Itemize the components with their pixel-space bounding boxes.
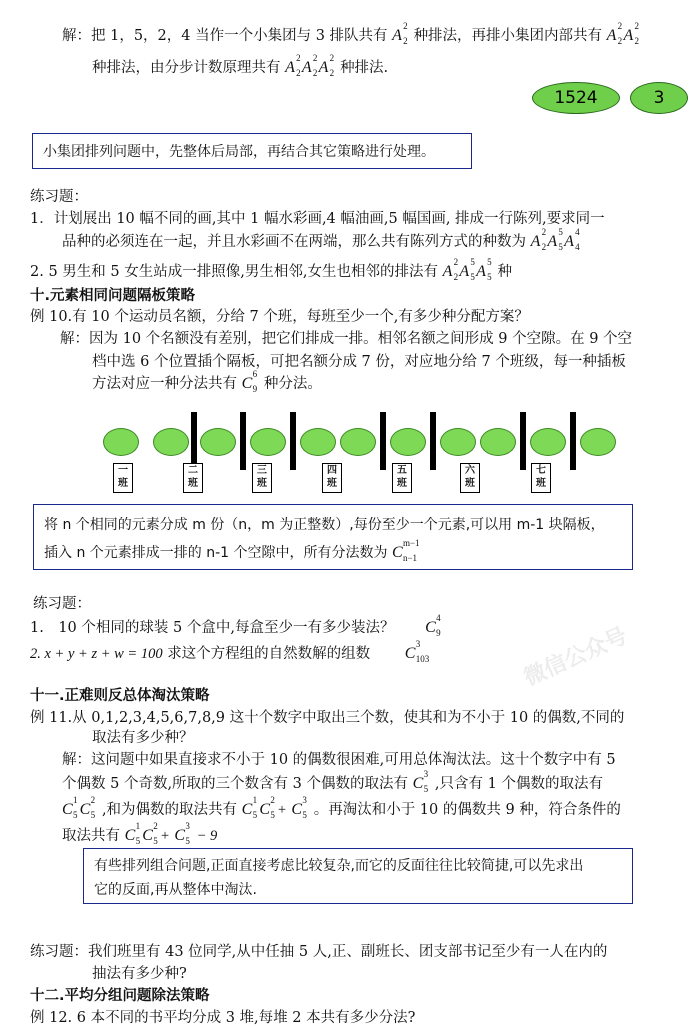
ball (580, 428, 616, 456)
math-a22: A 2 2 (530, 227, 547, 252)
math-c52: C 2 5 (259, 795, 275, 820)
tip-text-line1: 有些排列组合问题,正面直接考虑比较复杂,而它的反面往往比较简捷,可以先求出 (94, 858, 584, 874)
solution-11-line4 (62, 821, 218, 846)
math-c103-3: C 3 103 (404, 639, 430, 664)
math-c52: C 2 5 (142, 821, 158, 846)
solution-line-2 (92, 53, 389, 78)
partition-bar (290, 412, 296, 470)
ball (530, 428, 566, 456)
text: 插入 n 个元素排成一排的 n-1 个空隙中，所有分法数为 (44, 545, 388, 561)
exercise-q1-line2 (62, 227, 581, 252)
partition-bar (520, 412, 526, 470)
math-a22: A 2 2 (623, 21, 639, 46)
ball (300, 428, 336, 456)
text: 取法共有 (62, 828, 120, 844)
solution-10-line2: 档中选 6 个位置插个隔板，可把名额分成 7 份，对应地分给 7 个班级，每一种插板 (92, 354, 626, 370)
tip-box-3 (83, 848, 633, 904)
text: ,和为偶数的取法共有 (101, 802, 238, 818)
ball (103, 428, 139, 456)
exercise3-line1: 练习题：我们班里有 43 位同学,从中任抽 5 人,正、副班长、团支部书记至少有一人在内的 (30, 944, 608, 960)
math-c94: C 4 9 (425, 613, 441, 638)
text: 品种的必须连在一起，并且水彩画不在两端，那么共有陈列方式的种数为 (62, 234, 526, 250)
ball (440, 428, 476, 456)
math-a22: A 2 2 (392, 21, 408, 46)
text: 2. 5 男生和 5 女生站成一排照像,男生相邻,女生也相邻的排法有 (30, 264, 438, 280)
solution-11-line2 (62, 769, 603, 794)
solution-line-1 (62, 21, 640, 46)
exercise2-q1 (30, 613, 443, 638)
math-c53: C 3 5 (291, 795, 307, 820)
partition-bar (240, 412, 246, 470)
math-c51: C 1 5 (62, 795, 78, 820)
math-a22: A 2 2 (606, 21, 623, 46)
solution-10-line3 (92, 369, 322, 394)
math-a44: A 4 4 (564, 227, 580, 252)
tip-text-line2: 它的反面,再从整体中淘汰. (94, 882, 257, 898)
ball (390, 428, 426, 456)
equation: 2. x + y + z + w = 100 (30, 646, 163, 662)
class-label-4: 四 班 (322, 463, 342, 493)
exercise3-line2: 抽法有多少种? (92, 966, 187, 982)
math-a22: A 2 2 (301, 53, 318, 78)
class-label-2: 二 班 (183, 463, 203, 493)
badge-1524: 1524 (532, 82, 620, 114)
text: 求这个方程组的自然数解的组数 (167, 646, 371, 662)
text: 种排法，再排小集团内部共有 (413, 28, 603, 44)
tip-box-1 (32, 133, 472, 169)
section-heading-12: 十二.平均分组问题除法策略 (30, 988, 210, 1004)
tip-text: 小集团排列问题中，先整体后局部，再结合其它策略进行处理。 (43, 144, 435, 160)
example-11-line1: 例 11.从 0,1,2,3,4,5,6,7,8,9 这十个数字中取出三个数，使其和为不小于 10 的偶数,不同的 (30, 710, 625, 726)
text: 解：把 1，5，2，4 当作一个小集团与 3 排队共有 (62, 28, 388, 44)
class-label-6: 六 班 (460, 463, 480, 493)
math-a22: A 2 2 (442, 257, 459, 282)
exercise2-q2 (30, 639, 430, 664)
text: 种分法。 (263, 376, 322, 392)
math-c51: C 1 5 (241, 795, 258, 820)
class-label-5: 五 班 (392, 463, 412, 493)
ball (250, 428, 286, 456)
text: 种排法. (340, 60, 389, 76)
tip-text-line2 (44, 538, 420, 563)
ball (480, 428, 516, 456)
solution-11-line1: 解：这问题中如果直接求不小于 10 的偶数很困难,可用总体淘汰法。这十个数字中有 5 (62, 752, 616, 768)
math-c53: C 3 5 (174, 821, 190, 846)
tip-text-line1: 将 n 个相同的元素分成 m 份（n，m 为正整数）,每份至少一个元素,可以用 m-1 块隔板， (44, 517, 605, 533)
watermark-text: 微信公众号 (520, 623, 632, 692)
text: 种 (497, 264, 513, 280)
example-10: 例 10.有 10 个运动员名额，分给 7 个班，每班至少一个,有多少种分配方案？ (30, 309, 529, 325)
example-11-line2: 取法有多少种？ (92, 730, 194, 746)
section-heading-10: 十.元素相同问题隔板策略 (30, 288, 196, 304)
math-c-n1-m1: C m−1 n−1 (391, 538, 420, 563)
partition-bar (570, 412, 576, 470)
math-a55: A 5 5 (459, 257, 475, 282)
ball (200, 428, 236, 456)
exercise-q2 (30, 257, 513, 282)
exercise-title-2: 练习题： (33, 596, 91, 612)
math-c96: C 6 9 (241, 369, 258, 394)
text: ,只含有 1 个偶数的取法有 (434, 776, 603, 792)
ball (153, 428, 189, 456)
ball (340, 428, 376, 456)
text: 1. 10 个相同的球装 5 个盒中,每盒至少一有多少装法？ (30, 620, 395, 636)
text: 种排法，由分步计数原理共有 (92, 60, 281, 76)
text: 个偶数 5 个奇数,所取的三个数含有 3 个偶数的取法有 (62, 776, 408, 792)
text: 。再淘汰和小于 10 的偶数共 9 种，符合条件的 (313, 802, 621, 818)
math-c53: C 3 5 (412, 769, 429, 794)
math-a22: A 2 2 (318, 53, 335, 78)
math-c52: C 2 5 (79, 795, 96, 820)
math-a22: A 2 2 (285, 53, 301, 78)
section-heading-11: 十一.正难则反总体淘汰策略 (30, 688, 210, 704)
solution-10-line1: 解：因为 10 个名额没有差别，把它们排成一排。相邻名额之间形成 9 个空隙。在 9 个空 (60, 331, 633, 347)
plus: + (277, 802, 287, 818)
partition-bar (380, 412, 386, 470)
class-label-7: 七 班 (531, 463, 551, 493)
plus: + (159, 828, 170, 844)
exercise-q1-line1: 1．计划展出 10 幅不同的画,其中 1 幅水彩画,4 幅油画,5 幅国画, 排成一行陈列,要求同一 (30, 211, 605, 227)
example-12: 例 12. 6 本不同的书平均分成 3 堆,每堆 2 本共有多少分法? (30, 1010, 416, 1026)
tip-box-2 (33, 504, 633, 570)
math-a55: A 5 5 (476, 257, 492, 282)
minus-nine: − 9 (196, 828, 218, 844)
math-a55: A 5 5 (547, 227, 563, 252)
math-c51: C 1 5 (124, 821, 141, 846)
exercise-title: 练习题： (30, 189, 88, 205)
partition-bar (191, 412, 197, 470)
partition-bar (430, 412, 436, 470)
class-label-1: 一 班 (113, 463, 133, 493)
class-label-3: 三 班 (252, 463, 272, 493)
solution-11-line3 (62, 795, 621, 820)
text: 方法对应一种分法共有 (92, 376, 237, 392)
badge-3: 3 (630, 82, 688, 114)
